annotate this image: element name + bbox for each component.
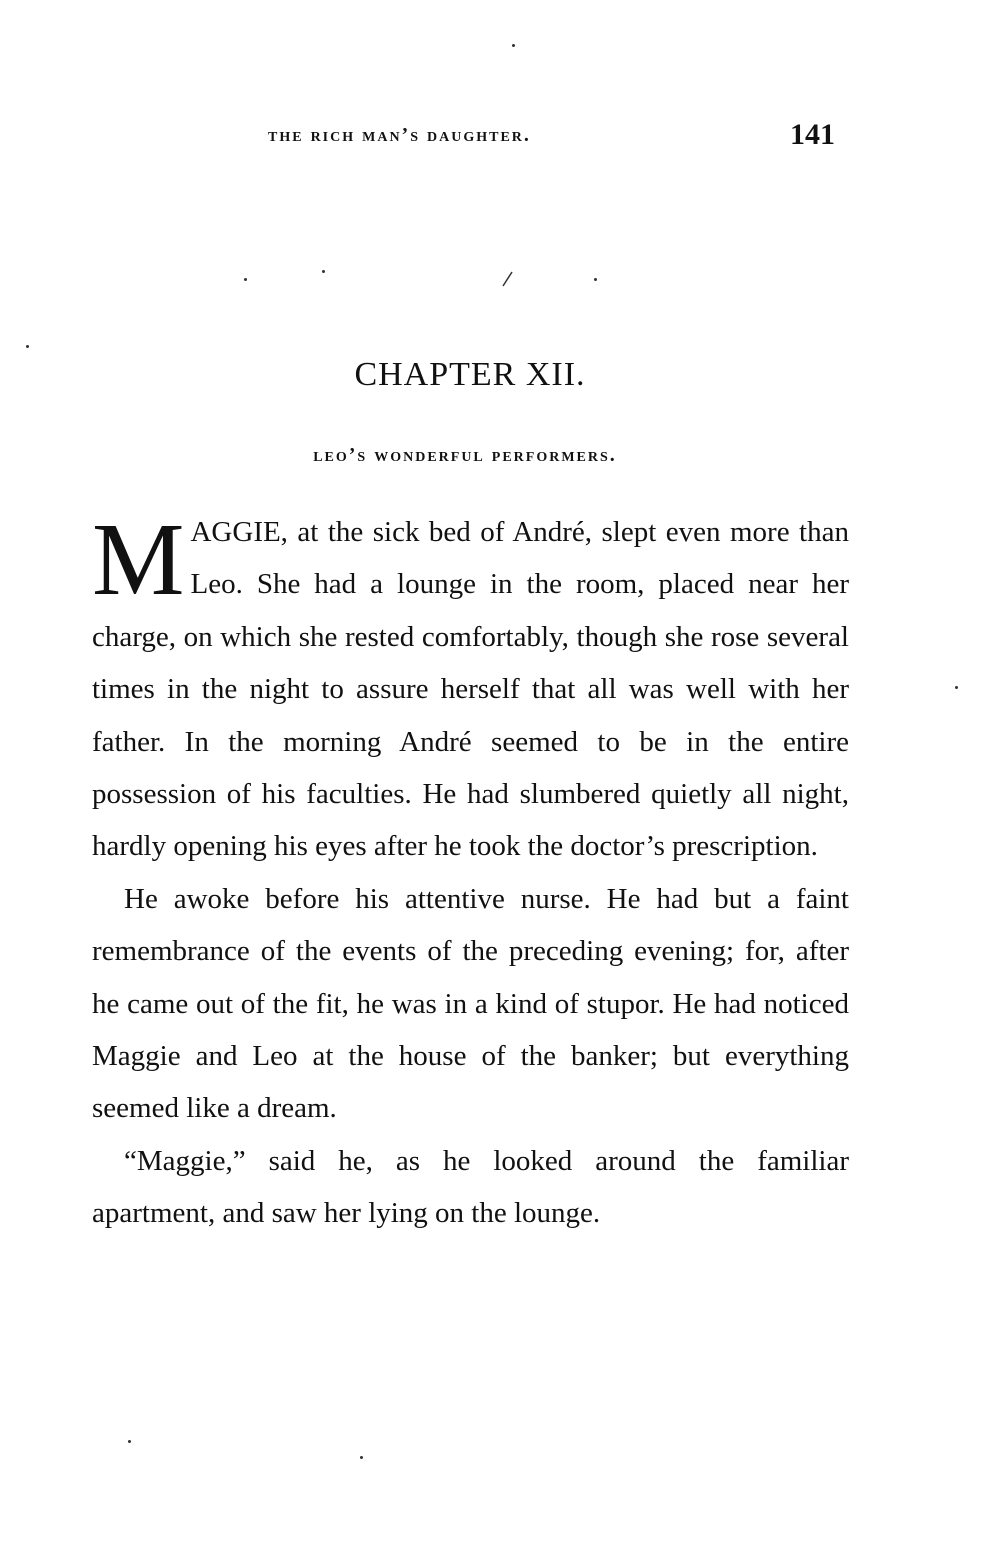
print-speck (322, 270, 325, 273)
body-text (92, 502, 849, 1240)
drop-cap: M (92, 502, 185, 617)
running-head: the rich man’s daughter. (268, 124, 531, 146)
chapter-subtitle: leo’s wonderful performers. (313, 444, 617, 466)
paragraph (92, 502, 849, 873)
print-speck (244, 278, 247, 281)
print-speck (594, 278, 597, 281)
print-speck (128, 1440, 131, 1443)
paragraph: He awoke before his attentive nurse. He had but a faint remembrance of the events of the preceding evening; for, after he came out of the fit, he was in a kind of stupor. He had noticed Maggie and Leo at the house of the banker; but everything seemed like a dream. (92, 882, 849, 1125)
paragraph-text: at the sick bed of André, slept even more than Leo. She had a lounge in the room, placed near her charge, on which she rested comfortably, though she rose several times in the night to assure herself that all was well with her father. In the morning André seemed to be in the entire possession of his faculties. He had slumbered quietly all night, hardly opening his eyes after he took the doctor’s prescription. (92, 516, 849, 863)
print-mark (500, 270, 514, 288)
page-number: 141 (790, 118, 835, 151)
print-speck (26, 345, 29, 348)
print-speck (360, 1456, 363, 1459)
drop-cap-continuation: AGGIE, (190, 516, 288, 548)
paragraph: “Maggie,” said he, as he looked around the familiar apartment, and saw her lying on the lounge. (92, 1144, 849, 1230)
chapter-title: CHAPTER XII. (354, 356, 586, 393)
print-speck (512, 44, 515, 47)
print-speck (955, 686, 958, 689)
